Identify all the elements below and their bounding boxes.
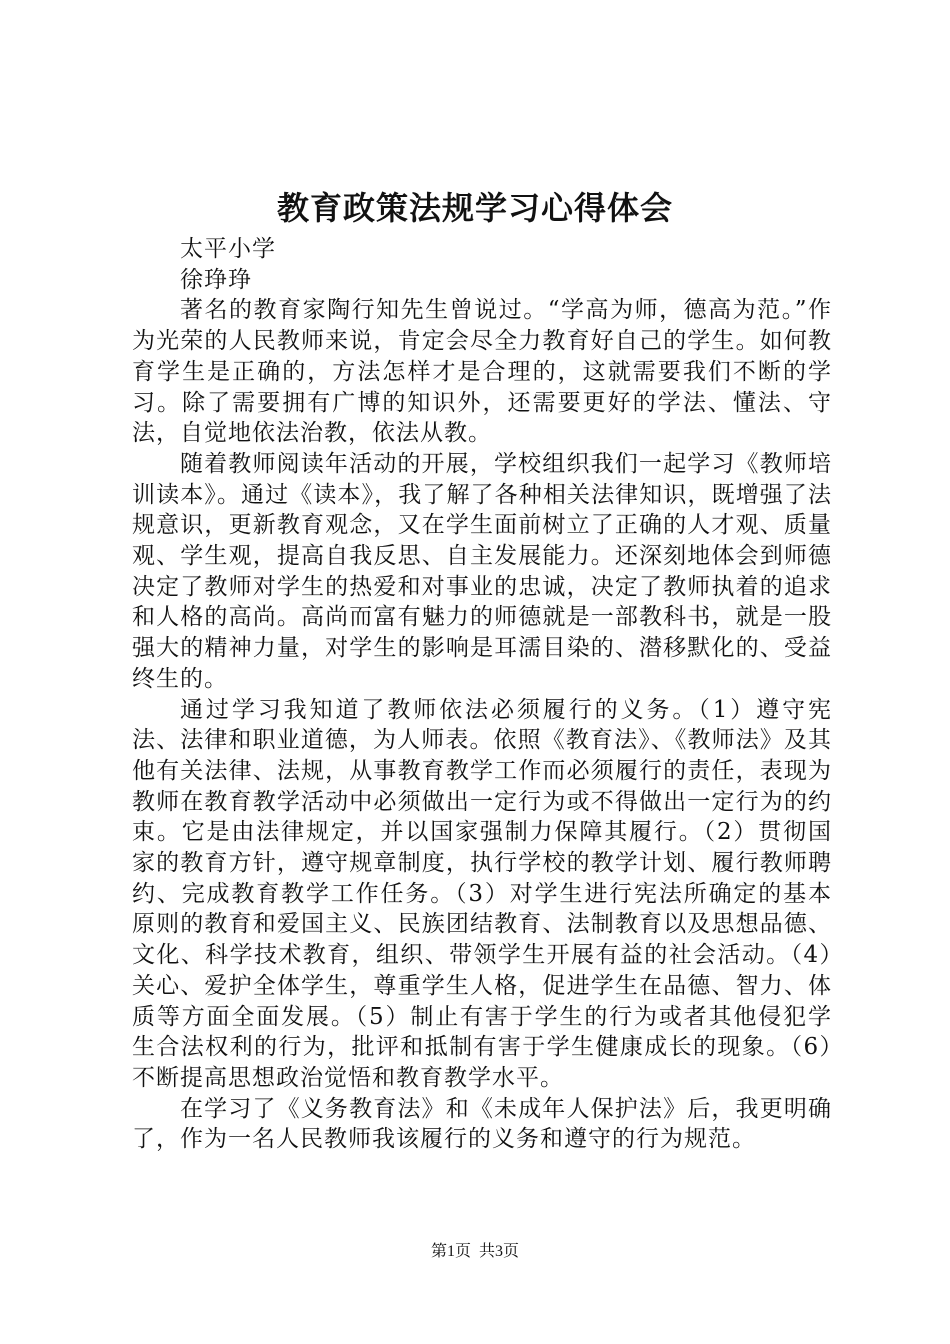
school-name: 太平小学 [180, 236, 276, 262]
author-name: 徐琤琤 [180, 266, 252, 293]
paragraph-4: 在学习了《义务教育法》和《未成年人保护法》后，我更明确了，作为一名人民教师我该履行的义务和遵守的行为规范。 [132, 1095, 832, 1153]
paragraph-3: 通过学习我知道了教师依法必须履行的义务。（1）遵守宪法、法律和职业道德，为人师表。依照《教育法》、《教师法》及其他有关法律、法规，从事教育教学工作而必须履行的责任，表现为教师在教育教学活动中必须做出一定行为或不得做出一定行为的约束。它是由法律规定，并以国家强制力保障其履行。（2）贯彻国家的教育方针，遵守规章制度，执行学校的教学计划、履行教师聘约、完成教育教学工作任务。（3）对学生进行宪法所确定的基本原则的教育和爱国主义、民族团结教育、法制教育以及思想品德、文化、科学技术教育，组织、带领学生开展有益的社会活动。（4）关心、爱护全体学生，尊重学生人格，促进学生在品德、智力、体质等方面全面发展。（5）制止有害于学生的行为或者其他侵犯学生合法权利的行为，批评和抵制有害于学生健康成长的现象。（6）不断提高思想政治觉悟和教育教学水平。 [132, 696, 832, 1091]
page-number: 第1页 共3页 [430, 1243, 519, 1260]
paragraph-2: 随着教师阅读年活动的开展，学校组织我们一起学习《教师培训读本》。通过《读本》，我了解了各种相关法律知识，既增强了法规意识，更新教育观念，又在学生面前树立了正确的人才观、质量观、学生观，提高自我反思、自主发展能力。还深刻地体会到师德决定了教师对学生的热爱和对事业的忠诚，决定了教师执着的追求和人格的高尚。高尚而富有魅力的师德就是一部教科书，就是一股强大的精神力量，对学生的影响是耳濡目染的、潜移默化的、受益终生的。 [132, 450, 832, 692]
document-title: 教育政策法规学习心得体会 [276, 189, 673, 227]
document-body [132, 234, 832, 1155]
page-footer [0, 1240, 950, 1264]
paragraph-1: 著名的教育家陶行知先生曾说过。“学高为师，德高为范。”作为光荣的人民教师来说，肯定会尽全力教育好自己的学生。如何教育学生是正确的，方法怎样才是合理的，这就需要我们不断的学习。除了需要拥有广博的知识外，还需要更好的学法、懂法、守法，自觉地依法治教，依法从教。 [132, 297, 832, 447]
